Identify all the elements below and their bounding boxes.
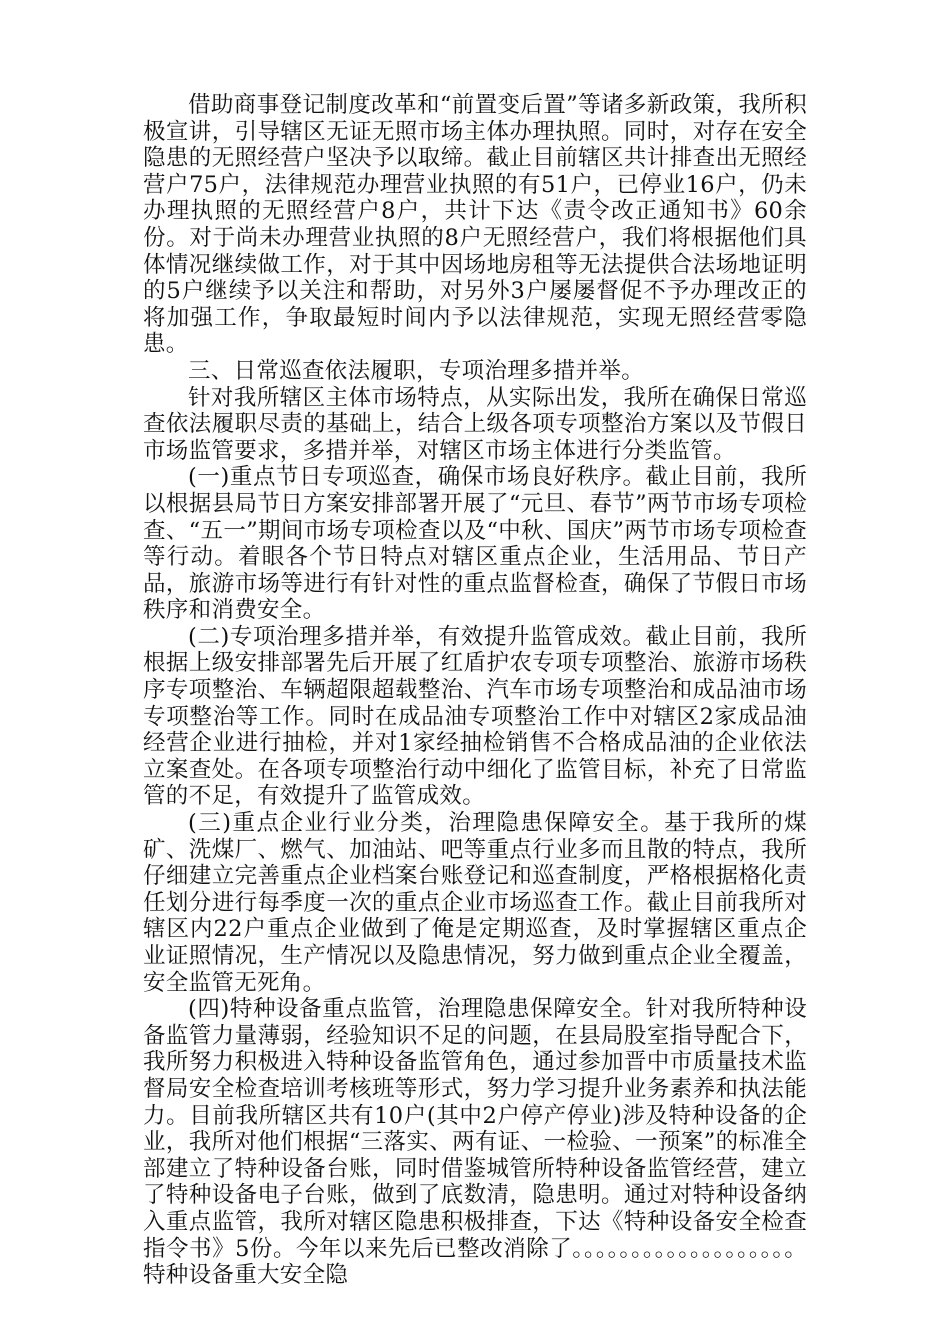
paragraph-license-rectification: 借助商事登记制度改革和“前置变后置”等诸多新政策，我所积极宣讲，引导辖区无证无照市场主体办理执照。同时，对存在安全隐患的无照经营户坚决予以取缔。截止目前辖区共计排查出无照经营户75户，法律规范办理营业执照的有51户，已停业16户，仍未办理执照的无照经营户8户，共计下达《责令改正通知书》60余份。对于尚未办理营业执照的8户无照经营户，我们将根据他们具体情况继续做工作，对于其中因场地房租等无法提供合法场地证明的5户继续予以关注和帮助，对另外3户屡屡督促不予办理改正的将加强工作，争取最短时间内予以法律规范，实现无照经营零隐患。 [143, 92, 807, 358]
document-body [143, 92, 807, 1289]
paragraph-holiday-inspection: (一)重点节日专项巡查，确保市场良好秩序。截止目前，我所以根据县局节日方案安排部署开展了“元旦、春节”两节市场专项检查、“五一”期间市场专项检查以及“中秋、国庆”两节市场专项检查等行动。着眼各个节日特点对辖区重点企业，生活用品、节日产品，旅游市场等进行有针对性的重点监督检查，确保了节假日市场秩序和消费安全。 [143, 464, 807, 624]
paragraph-special-rectification: (二)专项治理多措并举，有效提升监管成效。截止目前，我所根据上级安排部署先后开展了红盾护农专项专项整治、旅游市场秩序专项整治、车辆超限超载整治、汽车市场专项整治和成品油市场专项整治等工作。同时在成品油专项整治工作中对辖区2家成品油经营企业进行抽检，并对1家经抽检销售不合格成品油的企业依法立案查处。在各项专项整治行动中细化了监管目标，补充了日常监管的不足，有效提升了监管成效。 [143, 623, 807, 810]
section-heading-three: 三、日常巡查依法履职，专项治理多措并举。 [188, 357, 645, 384]
paragraph-special-equipment: (四)特种设备重点监管，治理隐患保障安全。针对我所特种设备监管力量薄弱，经验知识不足的问题，在县局股室指导配合下，我所努力积极进入特种设备监管角色，通过参加晋中市质量技术监督局安全检查培训考核班等形式，努力学习提升业务素养和执法能力。目前我所辖区共有10户(其中2户停产停业)涉及特种设备的企业，我所对他们根据“三落实、两有证、一检验、一预案”的标准全部建立了特种设备台账，同时借鉴城管所特种设备监管经营，建立了特种设备电子台账，做到了底数清，隐患明。通过对特种设备纳入重点监管，我所对辖区隐患积极排查，下达《特种设备安全检查指令书》5份。今年以来先后已整改消除了。。。。。。。。。。。。。。。。。。。特种设备重大安全隐 [143, 996, 807, 1289]
paragraph-key-enterprises: (三)重点企业行业分类，治理隐患保障安全。基于我所的煤矿、洗煤厂、燃气、加油站、吧等重点行业多而且散的特点，我所仔细建立完善重点企业档案台账登记和巡查制度，严格根据格化责任划分进行每季度一次的重点企业市场巡查工作。截止目前我所对辖区内22户重点企业做到了俺是定期巡查，及时掌握辖区重点企业证照情况，生产情况以及隐患情况，努力做到重点企业全覆盖，安全监管无死角。 [143, 810, 807, 996]
paragraph-patrol-overview: 针对我所辖区主体市场特点，从实际出发，我所在确保日常巡查依法履职尽责的基础上，结合上级各项专项整治方案以及节假日市场监管要求，多措并举，对辖区市场主体进行分类监管。 [143, 384, 807, 464]
